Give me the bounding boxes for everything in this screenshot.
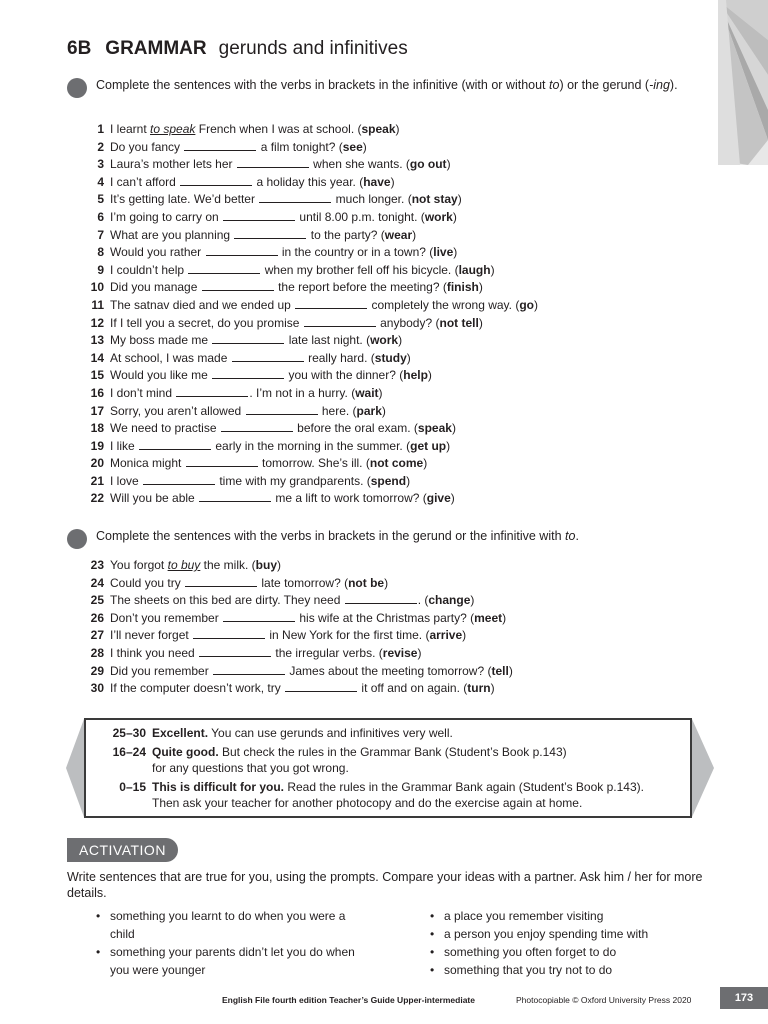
activation-prompt: • something that you try not to do bbox=[428, 961, 688, 979]
footer-book-title: English File fourth edition Teacher’s Guide Upper-intermediate bbox=[222, 995, 475, 1005]
activation-label: ACTIVATION bbox=[67, 838, 178, 862]
prompt-verb: get up bbox=[410, 438, 447, 453]
exercise-item: 9 I couldn’t help when my brother fell off his bicycle. (laugh) bbox=[84, 262, 684, 280]
answer-blank[interactable] bbox=[237, 158, 309, 168]
exercise-item: 28 I think you need the irregular verbs. (revise) bbox=[84, 645, 684, 663]
prompt-verb: live bbox=[433, 245, 454, 260]
answer-blank[interactable] bbox=[139, 440, 211, 450]
exercise-item: 11 The satnav died and we ended up completely the wrong way. (go) bbox=[84, 297, 684, 315]
prompt-verb: wait bbox=[355, 385, 379, 400]
exercise-item: 12 If I tell you a secret, do you promise anybody? (not tell) bbox=[84, 315, 684, 333]
answer-blank[interactable] bbox=[213, 665, 285, 675]
item-number: 30 bbox=[90, 681, 104, 696]
prompt-verb: study bbox=[374, 350, 407, 365]
exercise-item: 25 The sheets on this bed are dirty. They need . (change) bbox=[84, 592, 684, 610]
item-number: 10 bbox=[90, 280, 104, 295]
answer-blank[interactable] bbox=[180, 176, 252, 186]
exercise-a-marker bbox=[67, 78, 87, 98]
answer-blank[interactable] bbox=[304, 317, 376, 327]
exercise-item: 21 I love time with my grandparents. (spend) bbox=[84, 473, 684, 491]
item-number: 28 bbox=[90, 645, 104, 660]
exercise-b-instruction: Complete the sentences with the verbs in brackets in the gerund or the infinitive with to. bbox=[96, 529, 579, 543]
exercise-item: 8 Would you rather in the country or in a town? (live) bbox=[84, 244, 684, 262]
exercise-item: 5 It’s getting late. We’d better much longer. (not stay) bbox=[84, 191, 684, 209]
item-number: 19 bbox=[90, 438, 104, 453]
answer-blank[interactable] bbox=[186, 457, 258, 467]
exercise-item: 1 I learnt to speak French when I was at school. (speak) bbox=[84, 121, 684, 139]
prompt-verb: turn bbox=[467, 681, 491, 696]
item-number: 12 bbox=[90, 315, 104, 330]
exercise-item: 10 Did you manage the report before the meeting? (finish) bbox=[84, 279, 684, 297]
item-number: 16 bbox=[90, 385, 104, 400]
prompt-verb: laugh bbox=[458, 262, 491, 277]
activation-prompts-left bbox=[94, 907, 364, 979]
footer-copyright: Photocopiable © Oxford University Press 2020 bbox=[516, 995, 692, 1005]
activation-prompt: • a person you enjoy spending time with bbox=[428, 925, 688, 943]
exercise-item: 3 Laura’s mother lets her when she wants. (go out) bbox=[84, 156, 684, 174]
item-number: 27 bbox=[90, 628, 104, 643]
section-word: GRAMMAR bbox=[105, 38, 207, 59]
example-answer: to buy bbox=[167, 558, 201, 572]
prompt-verb: wear bbox=[384, 227, 413, 242]
prompt-verb: park bbox=[356, 403, 382, 418]
exercise-item: 18 We need to practise before the oral exam. (speak) bbox=[84, 420, 684, 438]
answer-blank[interactable] bbox=[143, 475, 215, 485]
item-number: 7 bbox=[97, 227, 104, 242]
item-number: 2 bbox=[97, 139, 104, 154]
example-answer: to speak bbox=[150, 122, 196, 136]
exercise-a-instruction: Complete the sentences with the verbs in brackets in the infinitive (with or without to) or the gerund (-ing). bbox=[96, 78, 678, 92]
prompt-verb: have bbox=[363, 174, 391, 189]
answer-blank[interactable] bbox=[259, 193, 331, 203]
prompt-verb: go bbox=[519, 297, 534, 312]
activation-prompt: • something you often forget to do bbox=[428, 943, 688, 961]
answer-blank[interactable] bbox=[246, 405, 318, 415]
activation-prompts-right bbox=[428, 907, 688, 979]
item-number: 18 bbox=[90, 421, 104, 436]
answer-blank[interactable] bbox=[212, 334, 284, 344]
prompt-verb: revise bbox=[382, 645, 418, 660]
answer-blank[interactable] bbox=[345, 594, 417, 604]
exercise-item: 20 Monica might tomorrow. She’s ill. (not come) bbox=[84, 455, 684, 473]
answer-blank[interactable] bbox=[285, 682, 357, 692]
activation-prompt: • a place you remember visiting bbox=[428, 907, 688, 925]
score-box-frame: 25–30 Excellent. You can use gerunds and infinitives very well. 16–24 Quite good. But check the rules in the Grammar Bank (Student’s Book p.143) for any questions that you got wrong. 0–15 This is difficult for you. Read the rules in the Grammar Bank again (Student’s Book p.143). Then ask your teacher for another photocopy and do the exercise again at home. bbox=[84, 718, 692, 818]
item-number: 4 bbox=[97, 174, 104, 189]
item-number: 5 bbox=[97, 192, 104, 207]
section-subtitle: gerunds and infinitives bbox=[218, 38, 408, 59]
exercise-item: 29 Did you remember James about the meeting tomorrow? (tell) bbox=[84, 663, 684, 681]
activation-instruction: Write sentences that are true for you, using the prompts. Compare your ideas with a partner. Ask him / her for more details. bbox=[67, 870, 703, 900]
prompt-verb: help bbox=[403, 368, 428, 383]
item-number: 9 bbox=[97, 262, 104, 277]
exercise-item: 16 I don’t mind . I’m not in a hurry. (wait) bbox=[84, 385, 684, 403]
prompt-verb: not tell bbox=[439, 315, 479, 330]
item-number: 15 bbox=[90, 368, 104, 383]
item-number: 6 bbox=[97, 209, 104, 224]
exercise-item: 7 What are you planning to the party? (wear) bbox=[84, 227, 684, 245]
answer-blank[interactable] bbox=[193, 629, 265, 639]
corner-decoration bbox=[718, 0, 768, 165]
exercise-item: 6 I’m going to carry on until 8.00 p.m. tonight. (work) bbox=[84, 209, 684, 227]
answer-blank[interactable] bbox=[223, 211, 295, 221]
item-number: 1 bbox=[97, 122, 104, 136]
prompt-verb: not come bbox=[369, 456, 424, 471]
exercise-item: 30 If the computer doesn’t work, try it off and on again. (turn) bbox=[84, 680, 684, 698]
exercise-item: 24 Could you try late tomorrow? (not be) bbox=[84, 575, 684, 593]
answer-blank[interactable] bbox=[199, 492, 271, 502]
answer-blank[interactable] bbox=[295, 299, 367, 309]
item-number: 23 bbox=[90, 558, 104, 572]
prompt-verb: buy bbox=[255, 558, 277, 572]
exercise-item: 13 My boss made me late last night. (work) bbox=[84, 332, 684, 350]
item-number: 17 bbox=[90, 403, 104, 418]
prompt-verb: work bbox=[370, 333, 399, 348]
page-number: 173 bbox=[720, 987, 768, 1009]
item-number: 25 bbox=[90, 593, 104, 608]
exercise-item: 26 Don’t you remember his wife at the Christmas party? (meet) bbox=[84, 610, 684, 628]
exercise-item: 2 Do you fancy a film tonight? (see) bbox=[84, 139, 684, 157]
prompt-verb: see bbox=[342, 139, 363, 154]
answer-blank[interactable] bbox=[221, 422, 293, 432]
page-title bbox=[67, 38, 408, 60]
answer-blank[interactable] bbox=[185, 577, 257, 587]
answer-blank[interactable] bbox=[232, 352, 304, 362]
prompt-verb: not stay bbox=[411, 192, 458, 207]
score-box bbox=[66, 717, 714, 819]
item-number: 11 bbox=[91, 297, 104, 312]
item-number: 22 bbox=[90, 491, 104, 506]
answer-blank[interactable] bbox=[176, 387, 248, 397]
prompt-verb: not be bbox=[348, 575, 385, 590]
exercise-item: 19 I like early in the morning in the summer. (get up) bbox=[84, 438, 684, 456]
prompt-verb: change bbox=[428, 593, 471, 608]
prompt-verb: tell bbox=[491, 663, 509, 678]
answer-blank[interactable] bbox=[212, 369, 284, 379]
answer-blank[interactable] bbox=[234, 229, 306, 239]
prompt-verb: go out bbox=[409, 157, 447, 172]
item-number: 3 bbox=[97, 157, 104, 172]
item-number: 29 bbox=[90, 663, 104, 678]
answer-blank[interactable] bbox=[202, 281, 274, 291]
exercise-a-list bbox=[84, 121, 684, 508]
exercise-item: 23 You forgot to buy the milk. (buy) bbox=[84, 557, 684, 575]
item-number: 26 bbox=[90, 610, 104, 625]
exercise-b-list bbox=[84, 557, 684, 698]
item-number: 21 bbox=[90, 473, 104, 488]
prompt-verb: finish bbox=[446, 280, 479, 295]
answer-blank[interactable] bbox=[188, 264, 260, 274]
activation-prompt: • something you learnt to do when you were a child bbox=[94, 907, 364, 943]
exercise-item: 17 Sorry, you aren’t allowed here. (park) bbox=[84, 403, 684, 421]
section-code: 6B bbox=[67, 38, 92, 59]
exercise-item: 4 I can’t afford a holiday this year. (have) bbox=[84, 174, 684, 192]
answer-blank[interactable] bbox=[199, 647, 271, 657]
exercise-item: 14 At school, I was made really hard. (study) bbox=[84, 350, 684, 368]
prompt-verb: work bbox=[424, 209, 453, 224]
exercise-item: 22 Will you be able me a lift to work tomorrow? (give) bbox=[84, 490, 684, 508]
exercise-item: 27 I’ll never forget in New York for the first time. (arrive) bbox=[84, 627, 684, 645]
item-number: 8 bbox=[97, 245, 104, 260]
exercise-b-marker bbox=[67, 529, 87, 549]
item-number: 14 bbox=[90, 350, 104, 365]
prompt-verb: speak bbox=[361, 122, 396, 136]
prompt-verb: meet bbox=[474, 610, 503, 625]
prompt-verb: speak bbox=[417, 421, 452, 436]
exercise-item: 15 Would you like me you with the dinner? (help) bbox=[84, 367, 684, 385]
item-number: 24 bbox=[90, 575, 104, 590]
answer-blank[interactable] bbox=[206, 246, 278, 256]
item-number: 20 bbox=[90, 456, 104, 471]
answer-blank[interactable] bbox=[184, 141, 256, 151]
prompt-verb: arrive bbox=[429, 628, 463, 643]
prompt-verb: give bbox=[426, 491, 451, 506]
prompt-verb: spend bbox=[370, 473, 407, 488]
item-number: 13 bbox=[90, 333, 104, 348]
activation-prompt: • something your parents didn’t let you do when you were younger bbox=[94, 943, 364, 979]
answer-blank[interactable] bbox=[223, 612, 295, 622]
